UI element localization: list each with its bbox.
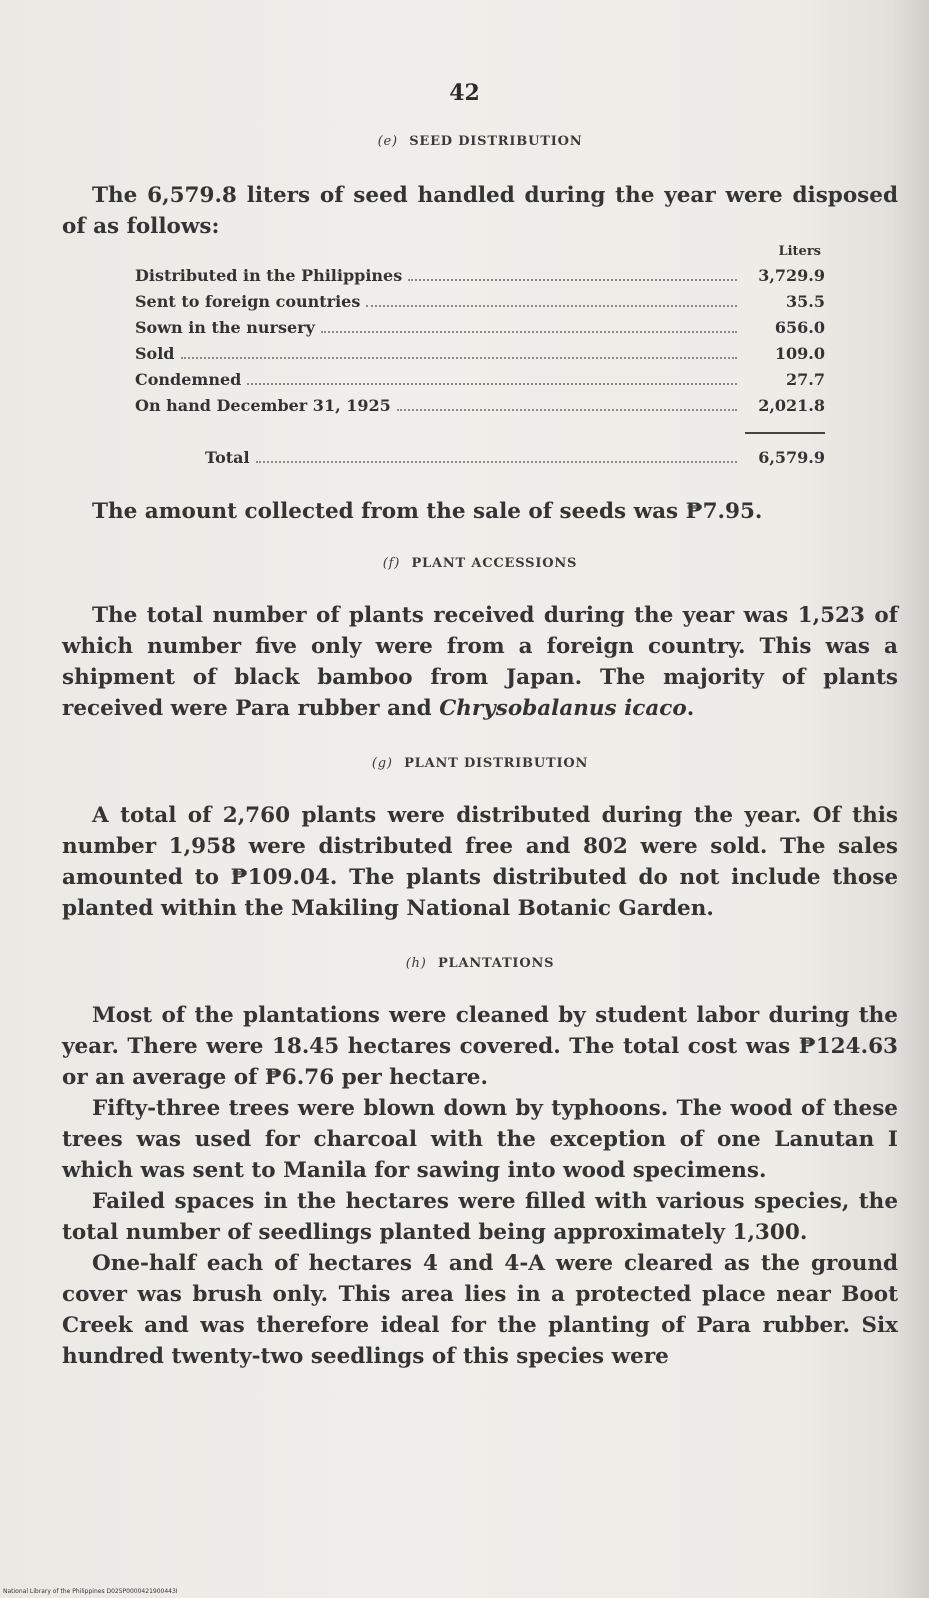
table-row bbox=[135, 396, 825, 422]
accessions-text: The total number of plants received during the year was 1,523 of which number five only were from a foreign country. This was a shipment of black bamboo from Japan. The majority of plants received were Para rubber and bbox=[62, 603, 898, 721]
dot-leader bbox=[408, 279, 737, 281]
row-value: 27.7 bbox=[786, 370, 825, 389]
seed-closing-block bbox=[62, 496, 898, 527]
row-value: 656.0 bbox=[774, 318, 825, 337]
section-title: PLANT ACCESSIONS bbox=[411, 556, 578, 571]
total-rule bbox=[745, 432, 825, 448]
row-label: Sent to foreign countries bbox=[135, 292, 361, 311]
footer-credit: National Library of the Philippines D025P0000421900443I bbox=[3, 1588, 178, 1595]
section-letter: (g) bbox=[371, 756, 393, 771]
plantations-paragraph-4: One-half each of hectares 4 and 4-A were cleared as the ground cover was brush only. This area lies in a protected place near Boot Creek and was therefore ideal for the planting of Para rubber. Six hundred twenty-two seedlings of this species were bbox=[62, 1251, 898, 1369]
section-heading-plant-distribution bbox=[62, 756, 898, 771]
section-title: SEED DISTRIBUTION bbox=[409, 134, 583, 149]
section-letter: (f) bbox=[382, 556, 401, 571]
row-value: 35.5 bbox=[786, 292, 825, 311]
row-value: 2,021.8 bbox=[758, 396, 825, 415]
table-row bbox=[135, 292, 825, 318]
section-heading-plantations bbox=[62, 956, 898, 971]
table-row bbox=[135, 370, 825, 396]
dot-leader bbox=[366, 305, 737, 307]
accessions-paragraph bbox=[62, 600, 898, 724]
dot-leader bbox=[321, 331, 737, 333]
row-label: Distributed in the Philippines bbox=[135, 266, 403, 285]
section-letter: (e) bbox=[377, 134, 398, 149]
table-total-row bbox=[135, 448, 825, 474]
section-heading-seed-distribution bbox=[62, 134, 898, 149]
species-name: Chrysobalanus icaco bbox=[439, 696, 687, 721]
row-value: 3,729.9 bbox=[758, 266, 825, 285]
dot-leader bbox=[397, 409, 737, 411]
plantations-paragraph-3: Failed spaces in the hectares were filled with various species, the total number of seedlings planted being approximately 1,300. bbox=[62, 1189, 898, 1245]
row-label: Sown in the nursery bbox=[135, 318, 315, 337]
total-value: 6,579.9 bbox=[758, 448, 825, 467]
dot-leader bbox=[256, 461, 737, 463]
plantations-paragraph-2: Fifty-three trees were blown down by typhoons. The wood of these trees was used for charcoal with the exception of one Lanutan I which was sent to Manila for sawing into wood specimens. bbox=[62, 1096, 898, 1183]
accessions-block bbox=[62, 600, 898, 724]
section-title: PLANT DISTRIBUTION bbox=[404, 756, 589, 771]
plantations-paragraph-1: Most of the plantations were cleaned by student labor during the year. There were 18.45 hectares covered. The total cost was ₱124.63 or an average of ₱6.76 per hectare. bbox=[62, 1003, 898, 1090]
row-value: 109.0 bbox=[774, 344, 825, 363]
table-unit-header: Liters bbox=[778, 244, 821, 259]
table-row bbox=[135, 344, 825, 370]
section-title: PLANTATIONS bbox=[437, 956, 555, 971]
dot-leader bbox=[181, 357, 738, 359]
seed-intro-paragraph: The 6,579.8 liters of seed handled during the year were disposed of as follows: bbox=[62, 183, 898, 239]
accessions-end: . bbox=[686, 696, 695, 721]
section-heading-plant-accessions bbox=[62, 556, 898, 571]
row-label: On hand December 31, 1925 bbox=[135, 396, 391, 415]
row-label: Sold bbox=[135, 344, 175, 363]
plantations-block bbox=[62, 1000, 898, 1372]
distribution-block bbox=[62, 800, 898, 924]
seed-distribution-table bbox=[135, 244, 825, 474]
seed-closing-paragraph: The amount collected from the sale of seeds was ₱7.95. bbox=[92, 499, 763, 524]
seed-intro-block bbox=[62, 180, 898, 242]
distribution-paragraph: A total of 2,760 plants were distributed during the year. Of this number 1,958 were distributed free and 802 were sold. The sales amounted to ₱109.04. The plants distributed do not include those planted within the Makiling National Botanic Garden. bbox=[62, 803, 898, 921]
section-letter: (h) bbox=[405, 956, 427, 971]
dot-leader bbox=[247, 383, 737, 385]
total-label: Total bbox=[205, 448, 250, 467]
page-number: 42 bbox=[449, 80, 480, 106]
table-row bbox=[135, 318, 825, 344]
row-label: Condemned bbox=[135, 370, 242, 389]
table-row bbox=[135, 266, 825, 292]
